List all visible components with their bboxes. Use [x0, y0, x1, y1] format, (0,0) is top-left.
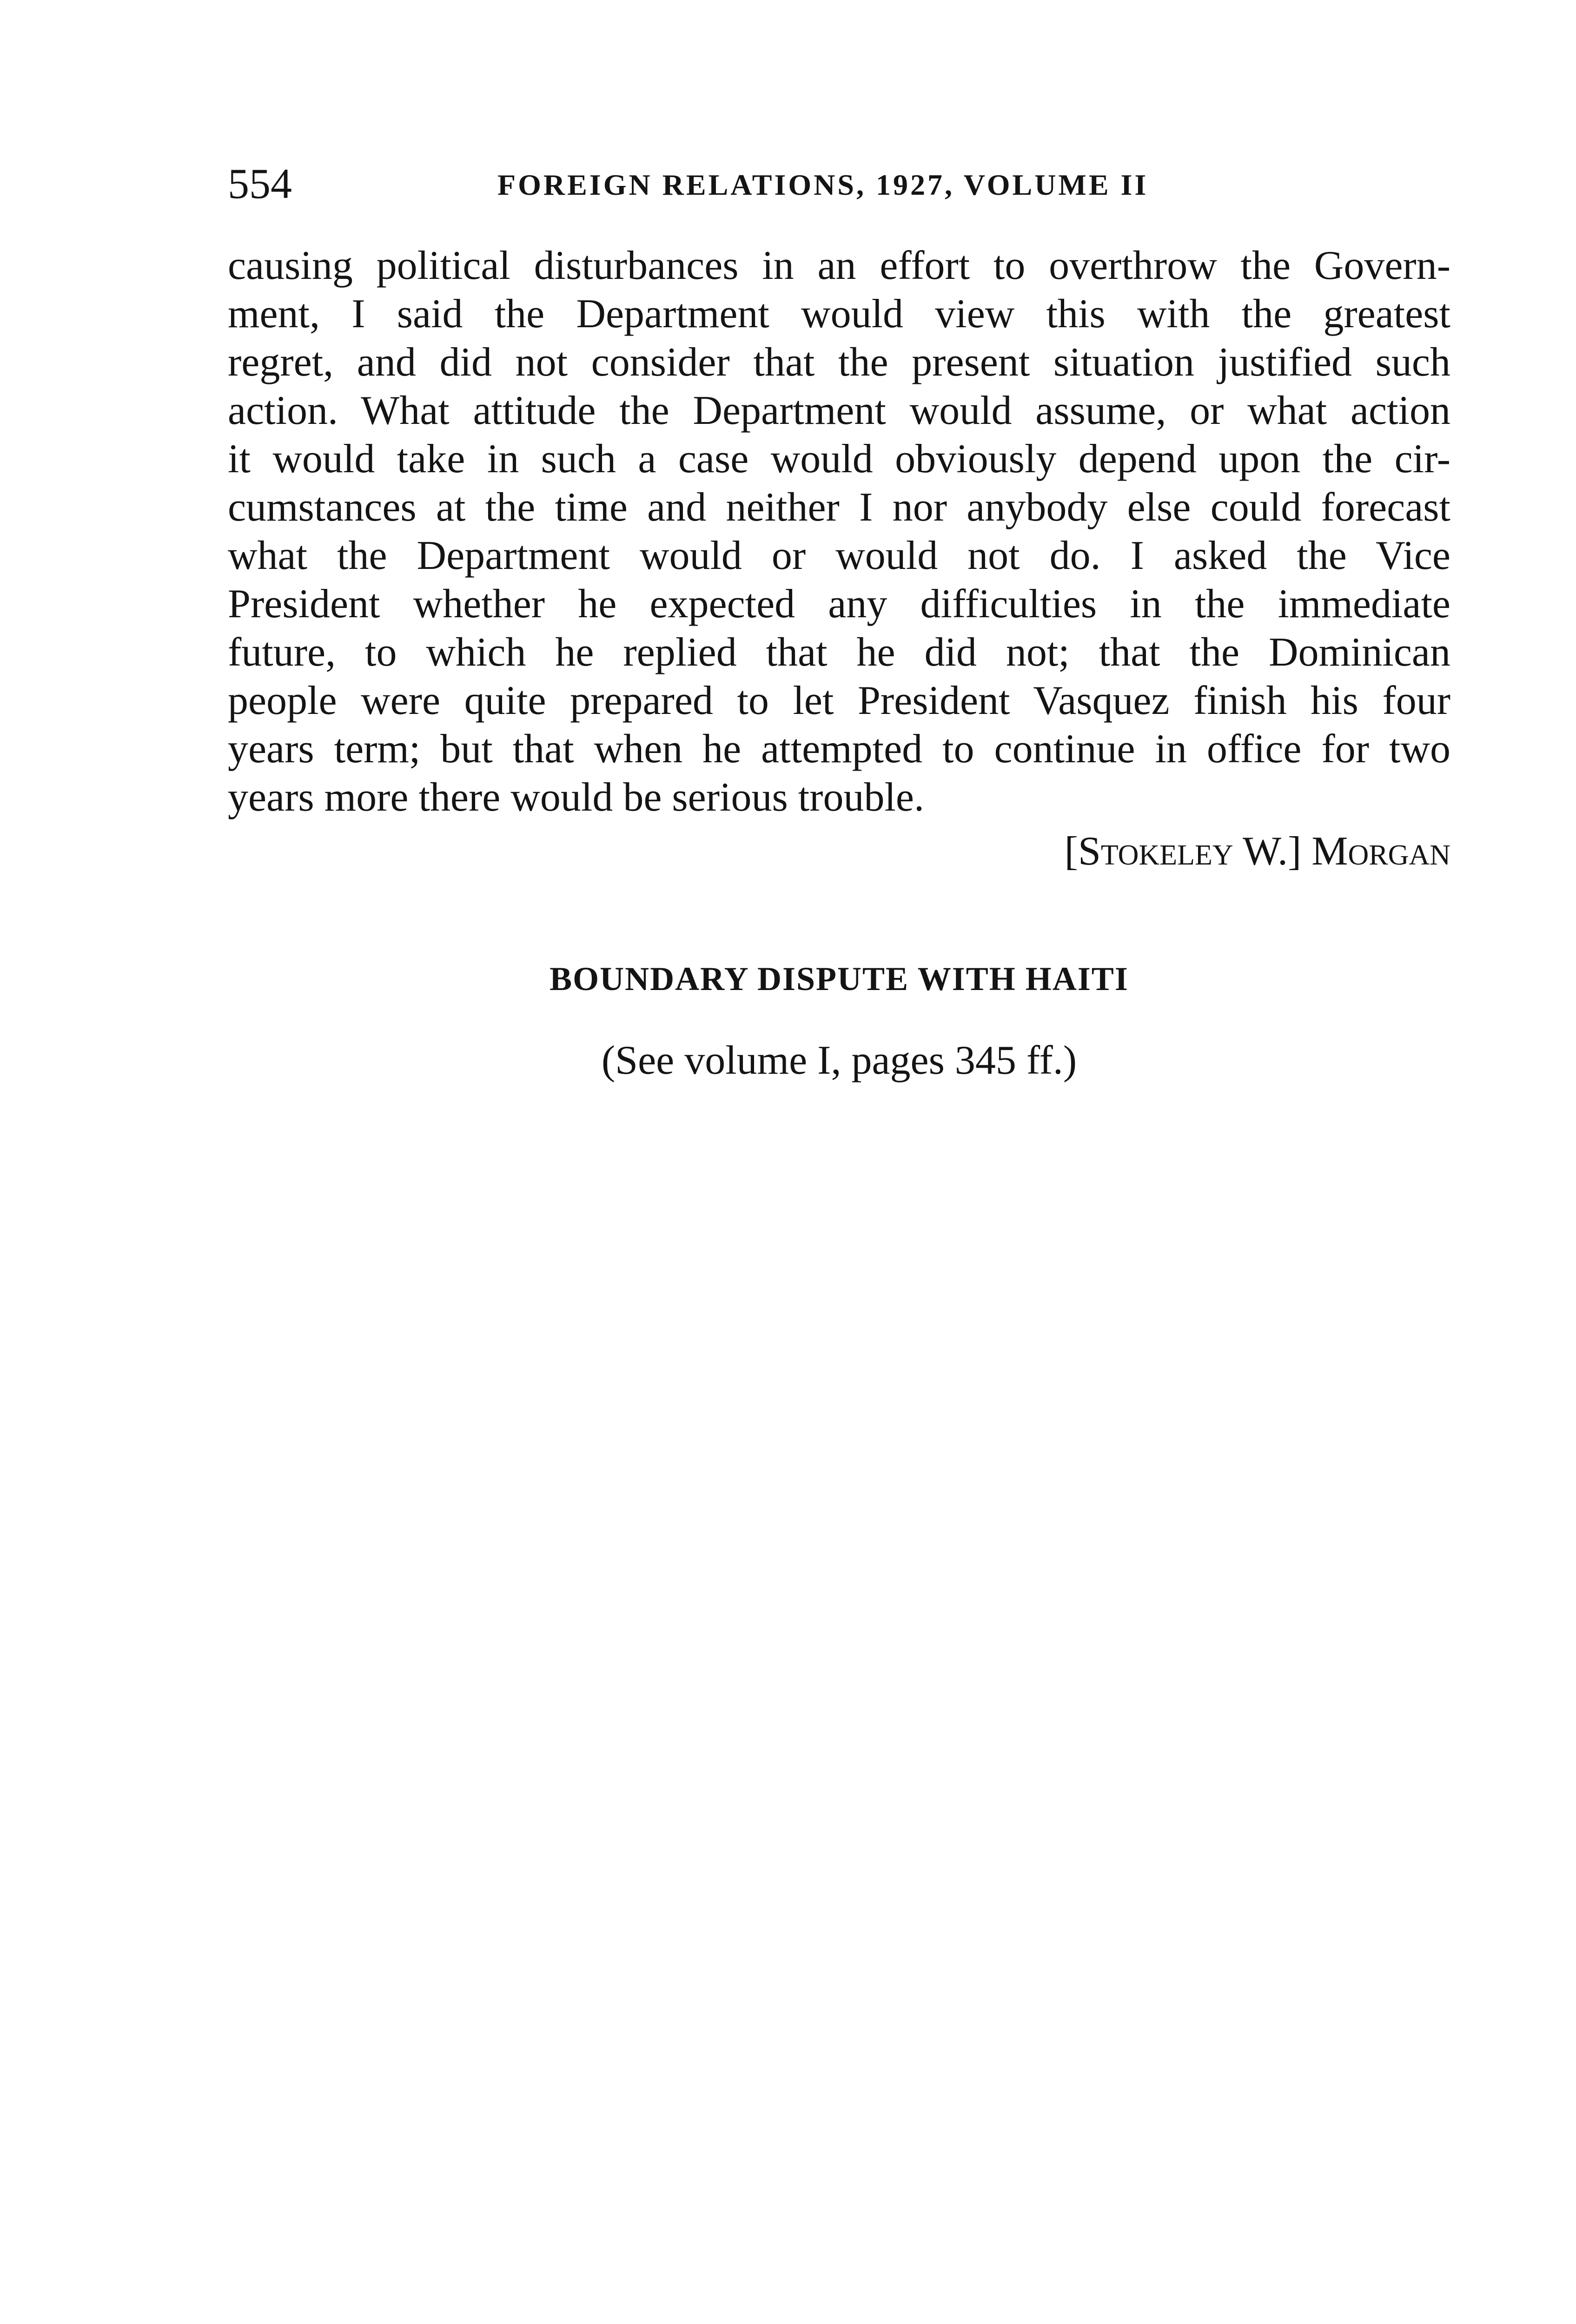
body-line: future, to which he replied that he did not; that the Dominican [228, 630, 1450, 675]
section-cross-reference: (See volume I, pages 345 ff.) [601, 1038, 1077, 1083]
signature [228, 827, 1450, 876]
body-line: years term; but that when he attempted to continue in office for two [228, 726, 1450, 772]
signature-name: [Stokeley W.] Morgan [1064, 829, 1450, 874]
body-line: cumstances at the time and neither I nor anybody else could forecast [228, 485, 1450, 530]
body-line: it would take in such a case would obviously depend upon the cir- [228, 436, 1450, 482]
body-line: President whether he expected any difficulties in the immediate [228, 581, 1450, 627]
body-line: what the Department would or would not do. I asked the Vice [228, 533, 1450, 578]
body-line: ment, I said the Department would view this with the greatest [228, 291, 1450, 337]
section-title: BOUNDARY DISPUTE WITH HAITI [550, 960, 1129, 997]
running-title: FOREIGN RELATIONS, 1927, VOLUME II [497, 168, 1149, 201]
running-head [228, 158, 1450, 209]
page-number: 554 [228, 160, 292, 207]
body-line: causing political disturbances in an effort to overthrow the Govern- [228, 243, 1450, 288]
body-line: people were quite prepared to let President Vasquez finish his four [228, 678, 1450, 723]
body-line: years more there would be serious trouble. [228, 775, 924, 820]
body-line: regret, and did not consider that the present situation justified such [228, 340, 1450, 385]
body-line: action. What attitude the Department would assume, or what action [228, 388, 1450, 433]
body-paragraph [228, 242, 1450, 822]
